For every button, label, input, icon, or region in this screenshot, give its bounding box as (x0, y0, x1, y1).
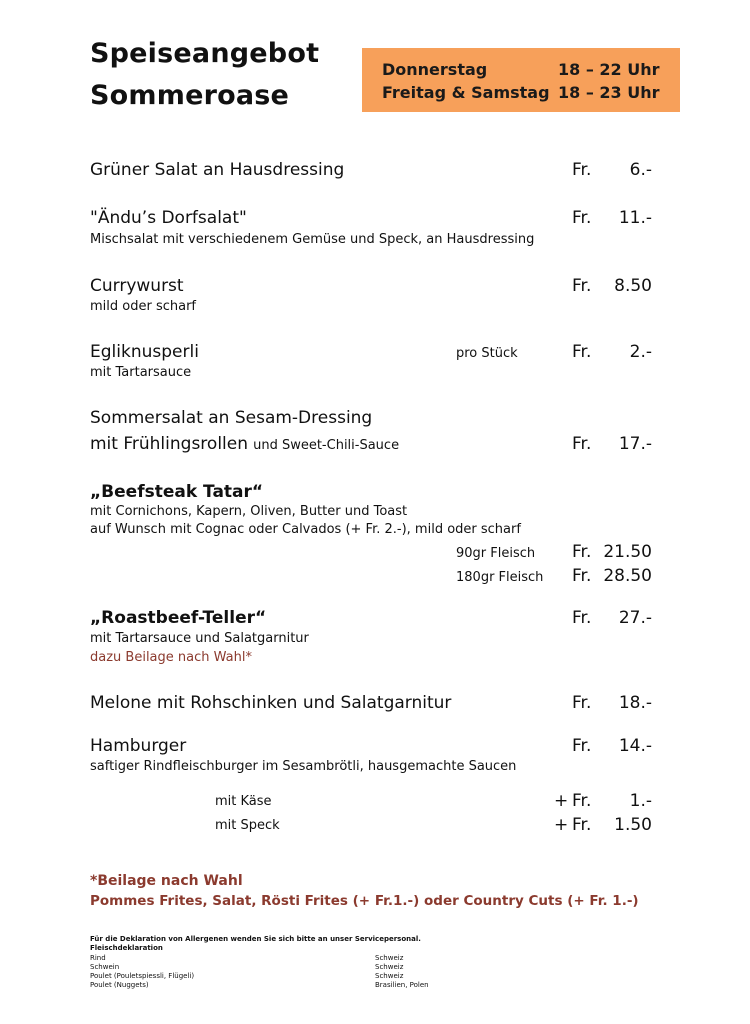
meat-type: Poulet (Nuggets) (90, 981, 149, 989)
item-name-beefsteak-tatar: „Beefsteak Tatar“ (90, 482, 264, 502)
currency-label: Fr. (572, 208, 592, 228)
option-label: 180gr Fleisch (456, 570, 544, 585)
meat-origin: Schweiz (375, 963, 404, 971)
meat-type: Rind (90, 954, 106, 962)
addon-label: mit Speck (215, 818, 280, 833)
item-price: 11.- (618, 208, 652, 228)
meat-type: Schwein (90, 963, 120, 971)
item-price: 2.- (629, 342, 652, 362)
beilage-options: Pommes Frites, Salat, Rösti Frites (+ Fr.1.-) oder Country Cuts (+ Fr. 1.-) (90, 893, 639, 909)
hours-time: 18 – 22 Uhr (558, 60, 660, 79)
item-price: 8.50 (614, 276, 652, 296)
item-name-gruener-salat: Grüner Salat an Hausdressing (90, 160, 345, 180)
page-title-line1: Speiseangebot (90, 38, 320, 69)
addon-price: 1.- (629, 791, 652, 811)
currency-label: Fr. (572, 815, 592, 835)
item-price: 18.- (618, 693, 652, 713)
item-description: mit Tartarsauce (90, 365, 192, 380)
hours-time: 18 – 23 Uhr (558, 83, 660, 102)
item-description: mit Tartarsauce und Salatgarnitur (90, 631, 309, 646)
meat-type: Poulet (Pouletspiessli, Flügeli) (90, 972, 195, 980)
item-description: saftiger Rindfleischburger im Sesambrötli, hausgemachte Saucen (90, 759, 517, 774)
meat-origin: Schweiz (375, 954, 404, 962)
currency-label: Fr. (572, 342, 592, 362)
currency-label: Fr. (572, 736, 592, 756)
currency-label: Fr. (572, 608, 592, 628)
currency-label: Fr. (572, 276, 592, 296)
addon-label: mit Käse (215, 794, 272, 809)
item-name-roastbeef-teller: „Roastbeef-Teller“ (90, 608, 267, 628)
hours-days: Freitag & Samstag (382, 83, 550, 102)
hours-days: Donnerstag (382, 60, 488, 79)
meat-origin: Brasilien, Polen (375, 981, 429, 989)
item-price: 17.- (618, 434, 652, 454)
item-price: 6.- (629, 160, 652, 180)
item-name-sommersalat: Sommersalat an Sesam-Dressing (90, 408, 373, 428)
item-description: mild oder scharf (90, 299, 196, 314)
option-price: 28.50 (603, 566, 652, 586)
item-description: Mischsalat mit verschiedenem Gemüse und Speck, an Hausdressing (90, 232, 535, 247)
opening-hours-box (362, 48, 680, 112)
item-unit: pro Stück (456, 346, 518, 361)
meat-declaration-title: Fleischdeklaration (90, 944, 163, 952)
item-name-hamburger: Hamburger (90, 736, 187, 756)
currency-label: Fr. (572, 566, 592, 586)
item-name-melone: Melone mit Rohschinken und Salatgarnitur (90, 693, 452, 713)
item-price: 14.- (618, 736, 652, 756)
item-price: 27.- (618, 608, 652, 628)
option-label: 90gr Fleisch (456, 546, 536, 561)
addon-price: 1.50 (614, 815, 652, 835)
beilage-title: *Beilage nach Wahl (90, 873, 243, 889)
currency-label: Fr. (572, 542, 592, 562)
item-description: mit Cornichons, Kapern, Oliven, Butter und Toast (90, 504, 408, 519)
currency-label: Fr. (572, 693, 592, 713)
item-name-egliknusperli: Egliknusperli (90, 342, 199, 362)
currency-label: Fr. (572, 791, 592, 811)
hours-row (382, 83, 660, 102)
item-name-small: und Sweet-Chili-Sauce (253, 438, 400, 453)
item-extra-note: dazu Beilage nach Wahl* (90, 650, 252, 665)
option-price: 21.50 (603, 542, 652, 562)
addon-plus: + (554, 791, 569, 811)
addon-plus: + (554, 815, 569, 835)
item-name-currywurst: Currywurst (90, 276, 184, 296)
hours-row (382, 60, 660, 79)
item-name-dorfsalat: "Ändu’s Dorfsalat" (90, 208, 247, 228)
item-description: auf Wunsch mit Cognac oder Calvados (+ Fr. 2.-), mild oder scharf (90, 522, 521, 537)
item-name-sommersalat-line2 (90, 434, 399, 454)
meat-origin: Schweiz (375, 972, 404, 980)
currency-label: Fr. (572, 434, 592, 454)
allergen-note: Für die Deklaration von Allergenen wenden Sie sich bitte an unser Servicepersonal. (90, 935, 421, 943)
item-name-part: mit Frühlingsrollen (90, 434, 248, 454)
currency-label: Fr. (572, 160, 592, 180)
page-title-line2: Sommeroase (90, 80, 290, 111)
